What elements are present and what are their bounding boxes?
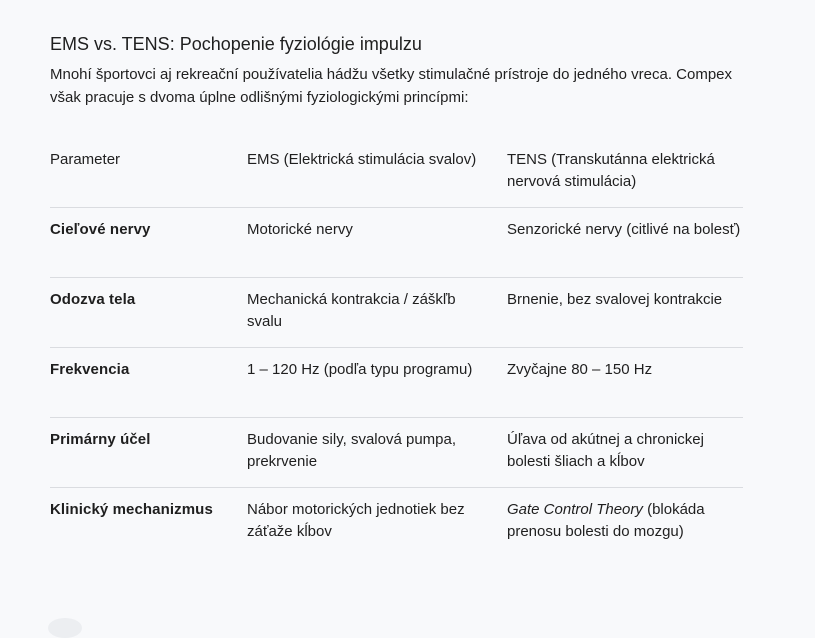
row-label: Odozva tela bbox=[50, 278, 223, 348]
table-row bbox=[50, 278, 743, 348]
table-header-row bbox=[50, 139, 743, 208]
row-label: Frekvencia bbox=[50, 348, 223, 418]
comparison-table bbox=[50, 139, 743, 557]
header-ems: EMS (Elektrická stimulácia svalov) bbox=[223, 139, 483, 208]
row-label: Cieľové nervy bbox=[50, 208, 223, 278]
ems-cell: Mechanická kontrakcia / záškľb svalu bbox=[223, 278, 483, 348]
row-label: Primárny účel bbox=[50, 418, 223, 488]
tens-cell: Zvyčajne 80 – 150 Hz bbox=[483, 348, 743, 418]
table-row bbox=[50, 488, 743, 558]
header-parameter: Parameter bbox=[50, 139, 223, 208]
avatar bbox=[48, 618, 82, 638]
table-row bbox=[50, 208, 743, 278]
ems-cell: Budovanie sily, svalová pumpa, prekrvenie bbox=[223, 418, 483, 488]
article-section bbox=[50, 32, 770, 557]
ems-cell: Motorické nervy bbox=[223, 208, 483, 278]
tens-cell: Senzorické nervy (citlivé na bolesť) bbox=[483, 208, 743, 278]
row-label: Klinický mechanizmus bbox=[50, 501, 213, 518]
intro-paragraph: Mnohí športovci aj rekreační používatelia hádžu všetky stimulačné prístroje do jedného vreca. Compex však pracuje s dvoma úplne odlišnými fyziologickými princípmi: bbox=[50, 66, 733, 106]
section-title: EMS vs. TENS: Pochopenie fyziológie impulzu bbox=[50, 34, 422, 54]
header-tens: TENS (Transkutánna elektrická nervová stimulácia) bbox=[483, 139, 743, 208]
table-row bbox=[50, 418, 743, 488]
tens-cell: Brnenie, bez svalovej kontrakcie bbox=[483, 278, 743, 348]
ems-cell: 1 – 120 Hz (podľa typu programu) bbox=[223, 348, 483, 418]
tens-cell bbox=[483, 488, 743, 558]
tens-cell: Úľava od akútnej a chronickej bolesti šliach a kĺbov bbox=[483, 418, 743, 488]
gate-control-theory-term: Gate Control Theory bbox=[507, 501, 643, 518]
table-row bbox=[50, 348, 743, 418]
tens-cell-rest: (blokáda prenosu bolesti do mozgu) bbox=[507, 501, 705, 540]
ems-cell: Nábor motorických jednotiek bez záťaže kĺbov bbox=[247, 501, 465, 540]
